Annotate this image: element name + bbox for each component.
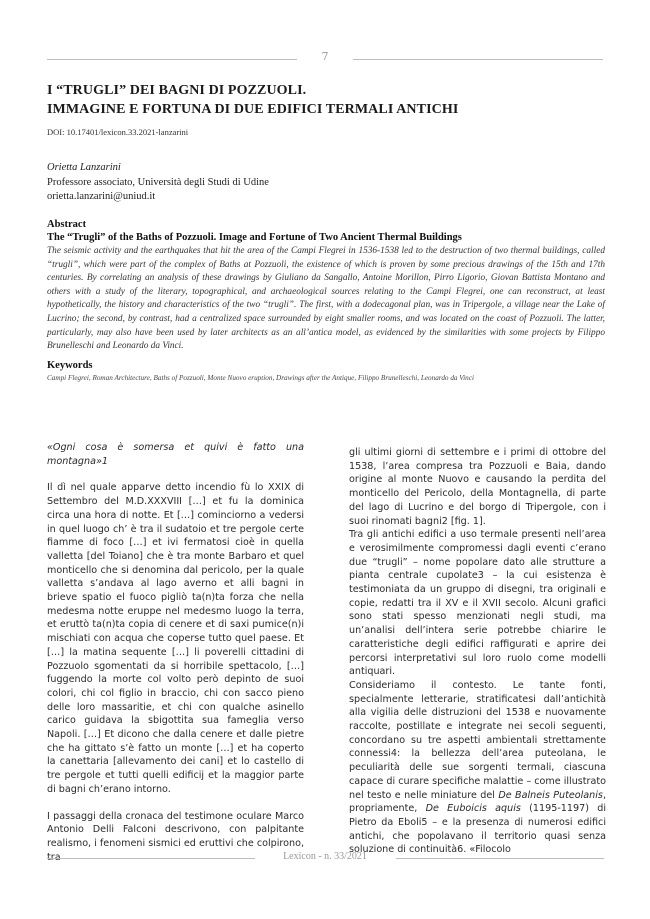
footer-rule-right: [396, 858, 604, 859]
text-run: , propriamente,: [349, 789, 606, 815]
body-paragraph: Tra gli antichi edifici a uso termale presenti nell’area e verosimilmente compromessi dagli eventi c’erano due “trugli” – nome popolare dato alle strutture a pianta centrale cupolate3 – la cui esistenza è testimoniata da un gruppo di disegni, tra originali e copie, redatti tra il XV e il XVII secolo. Alcuni grafici sono stati spesso menzionati negli studi, ma un’analisi dell’intera serie potrebbe chiarire le caratteristiche degli edifici raffigurati e aprire dei percorsi interpretativi sul loro ruolo come modelli antiquari.: [349, 529, 606, 678]
keywords-list: Campi Flegrei, Roman Architecture, Baths of Pozzuoli, Monte Nuovo eruption, Drawings after the Antique, Filippo Brunelleschi, Leonardo da Vinci: [47, 374, 474, 382]
author-block: [47, 161, 269, 205]
page-number: 7: [321, 50, 329, 63]
abstract-section: [47, 218, 605, 354]
abstract-english-title: The “Trugli” of the Baths of Pozzuoli. Image and Fortune of Two Ancient Thermal Buildings: [47, 232, 462, 243]
body-column-left: [47, 441, 304, 864]
text-run: (1195-1197) di Pietro da Eboli5 – e la presenza di numerosi edifici antichi, che popolavano il territorio quasi senza soluzione di continuità6. «Filocolo: [349, 803, 606, 856]
author-affiliation: Professore associato, Università degli Studi di Udine: [47, 176, 269, 188]
epigraph: «Ogni cosa è somersa et quivi è fatto una montagna»1: [47, 442, 304, 467]
keywords-section: [47, 359, 607, 382]
author-email[interactable]: orietta.lanzarini@uniud.it: [47, 191, 156, 202]
title-line-1: I “TRUGLI” DEI BAGNI DI POZZUOLI.: [47, 83, 307, 98]
body-paragraph: I passaggi della cronaca del testimone oculare Marco Antonio Delli Falconi descrivono, con palpitante realismo, i fenomeni sismici ed eruttivi che colpirono,: [47, 810, 304, 849]
article-title: [47, 81, 607, 119]
work-title: De Euboicis aquis: [425, 803, 521, 815]
author-name: Orietta Lanzarini: [47, 162, 121, 173]
title-line-2: IMMAGINE E FORTUNA DI DUE EDIFICI TERMALI ANTICHI: [47, 102, 459, 117]
abstract-text: The seismic activity and the earthquakes that hit the area of the Campi Flegrei in 1536-1538 led to the destruction of two thermal buildings, called “trugli”, which were part of the complex of Baths at Pozzuoli, the existence of which is proven by some precious drawings of the 15th and 17th centuries. By correlating an analysis of these drawings by Giuliano da Sangallo, Antoine Morillon, Pirro Ligorio, Giovan Battista Montano and others with a study of the literary, topographical, and archaeological sources relating to the Campi Flegrei, one can reconstruct, at least hypothetically, the history and characteristics of the two “trugli”. The first, with a dodecagonal plan, was in Tripergole, a village near the Lake of Lucrino; the second, by contrast, had a centralized space surrounded by eight smaller rooms, and was located on the coast of Pozzuoli. The latter, particularly, may also have been used by later architects as an all’antica model, as evidenced by the similarities with some projects by Filippo Brunelleschi and Leonardo da Vinci.: [47, 246, 605, 352]
journal-footer: Lexicon - n. 33/2021: [283, 851, 367, 862]
work-title: De Balneis Puteolanis: [498, 789, 603, 801]
body-paragraph: [349, 679, 606, 857]
doi[interactable]: DOI: 10.17401/lexicon.33.2021-lanzarini: [47, 127, 189, 137]
chronicle-quote: Il dì nel quale apparve detto incendio fù lo XXIX di Settembro del M.D.XXXVIII […] et fu la dominica circa una hora di notte. Et […] cominciorno a vedersi in quel luogo ch’ è tra il sudatoio et tre pergole certe fiamme di foco […] et ivi fermatosi cioè in quella valletta [del Toiano] che è tra monte Barbaro et quel monticello che si denomina dal pericolo, per la quale valletta s’andava al lago averno et alli bagni in brieve spatio el fuoco pigliò ta(n)ta forza che nella medesma notte eruppe nel medesmo luogo la terra, et eruttò ta(n)ta copia di cenere et di saxi pumice(n)i mischiati con acqua che coperse tutto quel paese. Et […] la matina sequente […] li poverelli cittadini di Pozzuolo sgomentati da si horribile spettacolo, […] fuggendo la morte col volto però depinto de suoi colori, chi col figlio in braccio, chi con sacco pieno delle loro massaritie, et chi con qualche asinello carico guidava la sbigottita sua fameglia verso Napoli. […] Et dicono che dalla cenere et dalle pietre che ha gittato s’è fatto un monte […] et ha coperto la canettaria [allevamento dei cani] et lo castello di tre pergole et tutti quelli edificij et la maggior parte di bagni ch’erano intorno.: [47, 482, 304, 795]
text-run: Consideriamo il contesto. Le tante fonti, specialmente letterarie, stratificatesi dall’antichità alla vigilia delle distruzioni del 1538 e nuovamente raccolte, postillate e integrate nei secoli seguenti, concordano su tre aspetti ambientali strettamente connessi4: la bellezza dell’area puteolana, le peculiarità delle sue sorgenti termali, ciascuna capace di curare specifiche malattie – come illustrato nel testo e nelle miniature del: [349, 679, 606, 801]
keywords-heading: Keywords: [47, 360, 93, 371]
abstract-heading: Abstract: [47, 219, 87, 230]
body-column-right: [349, 446, 606, 857]
body-paragraph: gli ultimi giorni di settembre e i primi di ottobre del 1538, l’area compresa tra Pozzuoli e Baia, dando origine al monte Nuovo e causando la perdita del monticello del Pericolo, della Montagnella, di parte del lago di Lucrino e del borgo di Tripergole, con i suoi rinomati bagni2 [fig. 1].: [349, 447, 606, 527]
header-rule-right: [353, 59, 603, 60]
